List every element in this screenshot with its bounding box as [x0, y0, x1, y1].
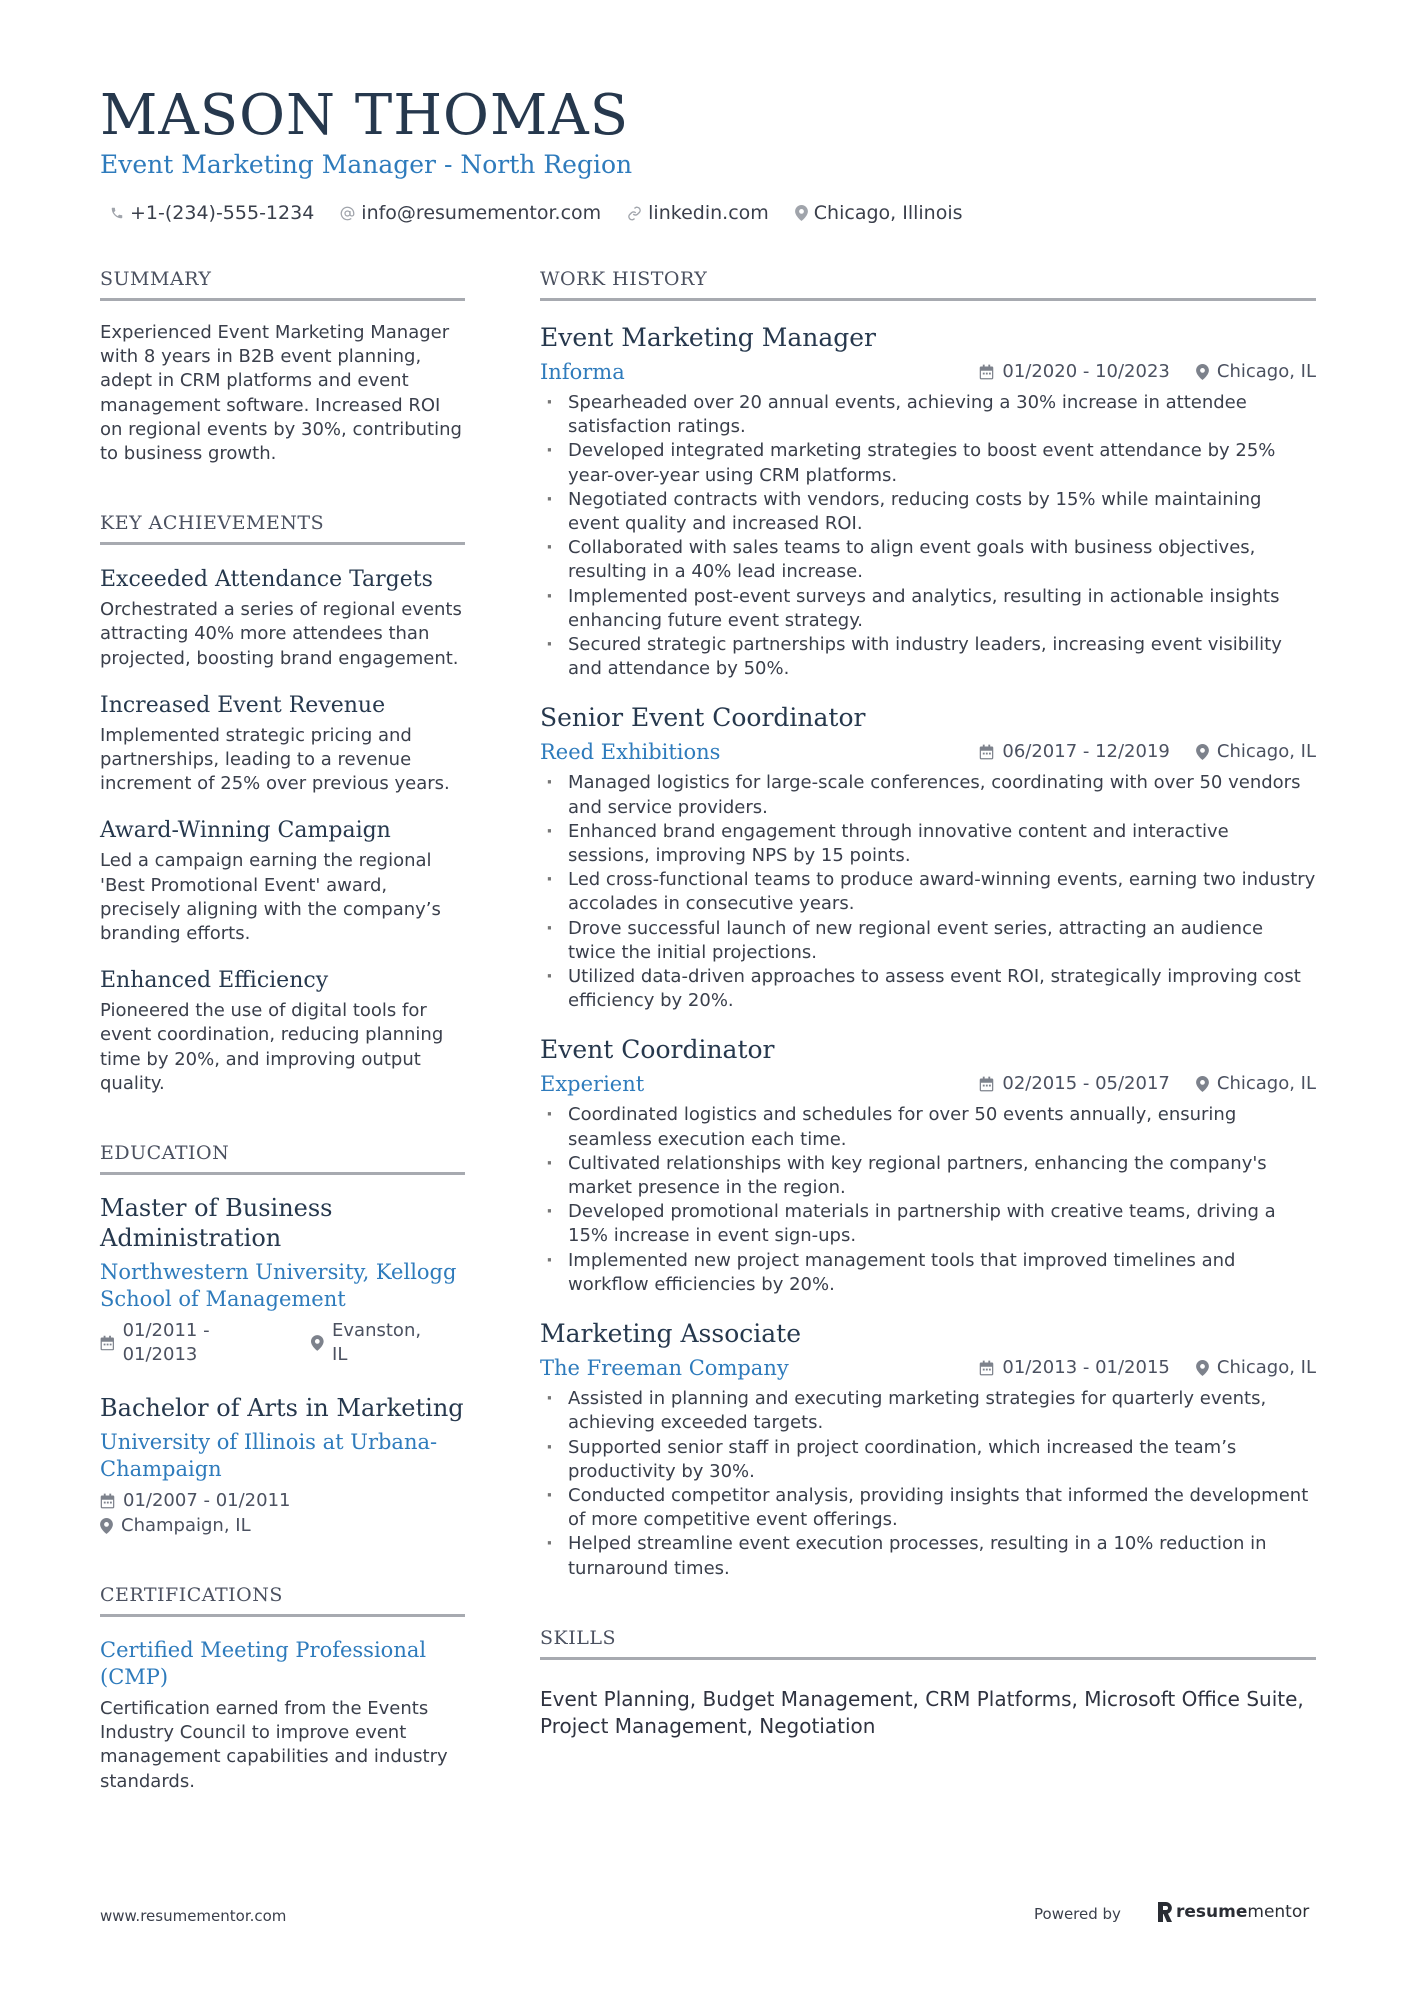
job-bullets	[540, 771, 1316, 1013]
achievement-item	[100, 565, 465, 671]
at-sign-icon	[340, 206, 355, 221]
calendar-icon	[979, 1360, 994, 1376]
achievements-heading: KEY ACHIEVEMENTS	[100, 510, 465, 545]
summary-heading: SUMMARY	[100, 266, 465, 301]
job-bullet: · Coordinated logistics and schedules for over 50 events annually, ensuring seamless execution each time.	[540, 1103, 1316, 1151]
skills-heading: SKILLS	[540, 1625, 1316, 1660]
job-location	[1196, 1356, 1316, 1380]
job-header-row	[540, 737, 1316, 767]
contact-phone[interactable]	[110, 200, 314, 226]
map-pin-icon	[795, 205, 808, 221]
job-title: Event Marketing Manager	[540, 323, 877, 352]
footer-powered-by: Powered by	[1034, 1905, 1121, 1923]
resumementor-logo-icon	[1156, 1902, 1172, 1922]
contact-linkedin-text: linkedin.com	[648, 202, 769, 224]
brand-name-bold: resume	[1176, 1902, 1248, 1922]
map-pin-icon	[1196, 1360, 1209, 1376]
education-dates-text: 01/2007 - 01/2011	[123, 1490, 291, 1512]
contact-email[interactable]	[340, 200, 601, 226]
job-bullet: · Collaborated with sales teams to align event goals with business objectives, resulting in a 40% lead increase.	[540, 536, 1316, 584]
job-location	[1196, 360, 1316, 384]
education-location	[311, 1319, 439, 1367]
certification-desc: Certification earned from the Events Industry Council to improve event management capabilities and industry standards.	[100, 1698, 448, 1792]
job-bullet: · Cultivated relationships with key regional partners, enhancing the company's market presence in the region.	[540, 1152, 1316, 1200]
education-location	[100, 1514, 465, 1538]
job-bullet: · Implemented post-event surveys and analytics, resulting in actionable insights enhancing future event strategy.	[540, 585, 1316, 633]
education-meta	[100, 1319, 465, 1367]
job-meta	[953, 360, 1316, 384]
calendar-icon	[979, 364, 994, 380]
skills-section	[540, 1625, 1316, 1740]
education-section	[100, 1140, 465, 1538]
map-pin-icon	[1196, 1076, 1209, 1092]
calendar-icon	[100, 1335, 115, 1351]
job-title: Marketing Associate	[540, 1319, 801, 1349]
job-bullet: · Implemented new project management tools that improved timelines and workflow efficiencies by 20%.	[540, 1249, 1316, 1297]
job-dates	[979, 1072, 1170, 1096]
job-bullet: · Developed integrated marketing strategies to boost event attendance by 25% year-over-year using CRM platforms.	[540, 439, 1316, 487]
education-dates	[100, 1489, 465, 1513]
job-meta	[953, 1072, 1316, 1096]
job-meta	[953, 740, 1316, 764]
job-bullet: · Negotiated contracts with vendors, reducing costs by 15% while maintaining event quality and increased ROI.	[540, 488, 1316, 536]
achievement-desc: Pioneered the use of digital tools for event coordination, reducing planning time by 20%, and improving output quality.	[100, 1000, 444, 1094]
footer-url[interactable]: www.resumementor.com	[100, 1907, 287, 1925]
job-title: Event Coordinator	[540, 1035, 775, 1065]
achievement-desc: Implemented strategic pricing and partnerships, leading to a revenue increment of 25% over previous years.	[100, 724, 450, 795]
right-column	[540, 266, 1316, 1740]
job-bullet: · Spearheaded over 20 annual events, achieving a 30% increase in attendee satisfaction ratings.	[540, 391, 1316, 439]
job-company: Experient	[540, 1072, 645, 1097]
job-entry	[540, 321, 1316, 681]
job-bullet: · Utilized data-driven approaches to assess event ROI, strategically improving cost efficiency by 20%.	[540, 965, 1316, 1013]
job-dates-text: 02/2015 - 05/2017	[1002, 1073, 1170, 1095]
achievement-item	[100, 816, 465, 946]
job-title: Senior Event Coordinator	[540, 703, 866, 733]
job-bullet: · Helped streamline event execution processes, resulting in a 10% reduction in turnaround times.	[540, 1532, 1316, 1580]
map-pin-icon	[100, 1518, 113, 1534]
job-bullet: · Managed logistics for large-scale conferences, coordinating with over 50 vendors and service providers.	[540, 771, 1316, 819]
link-icon	[627, 206, 642, 221]
contact-location-text: Chicago, Illinois	[813, 202, 963, 224]
map-pin-icon	[1196, 744, 1209, 760]
achievement-desc: Led a campaign earning the regional 'Best Promotional Event' award, precisely aligning with the company’s branding efforts.	[100, 850, 441, 945]
certifications-heading: CERTIFICATIONS	[100, 1582, 465, 1617]
education-location-text: Evanston, IL	[332, 1320, 422, 1366]
job-company: Reed Exhibitions	[540, 740, 721, 765]
contact-bar	[110, 200, 989, 226]
education-dates	[100, 1319, 285, 1367]
map-pin-icon	[1196, 364, 1209, 380]
candidate-headline: Event Marketing Manager - North Region	[100, 150, 633, 179]
work-history-section	[540, 266, 1316, 1581]
job-entry	[540, 701, 1316, 1013]
job-bullet: · Developed promotional materials in partnership with creative teams, driving a 15% increase in event sign-ups.	[540, 1200, 1316, 1248]
achievement-item	[100, 966, 465, 1096]
job-bullets	[540, 391, 1316, 681]
job-dates	[979, 1356, 1170, 1380]
job-bullets	[540, 1103, 1316, 1297]
job-dates	[979, 360, 1170, 384]
job-location	[1196, 1072, 1316, 1096]
job-location-text: Chicago, IL	[1216, 1073, 1316, 1095]
job-location-text: Chicago, IL	[1216, 741, 1316, 763]
education-degree: Bachelor of Arts in Marketing	[100, 1394, 464, 1423]
job-bullet: · Drove successful launch of new regional event series, attracting an audience twice the initial projections.	[540, 917, 1316, 965]
job-dates-text: 06/2017 - 12/2019	[1002, 741, 1170, 763]
job-entry	[540, 1033, 1316, 1297]
job-dates	[979, 740, 1170, 764]
calendar-icon	[979, 1076, 994, 1092]
contact-phone-text: +1-(234)-555-1234	[130, 202, 315, 224]
contact-email-text: info@resumementor.com	[361, 202, 602, 224]
education-dates-item	[100, 1489, 291, 1513]
education-school: University of Illinois at Urbana-Champaign	[100, 1430, 438, 1482]
achievement-title: Increased Event Revenue	[100, 692, 386, 718]
education-dates-text: 01/2011 - 01/2013	[122, 1320, 210, 1366]
education-item	[100, 1193, 465, 1367]
education-school: Northwestern University, Kellogg School of Management	[100, 1260, 457, 1312]
summary-text: Experienced Event Marketing Manager with 8 years in B2B event planning, adept in CRM platforms and event management software. Increased ROI on regional events by 30%, contributing to business growth.	[100, 322, 462, 465]
contact-linkedin[interactable]	[627, 200, 769, 226]
job-entry	[540, 1317, 1316, 1581]
skills-text: Event Planning, Budget Management, CRM Platforms, Microsoft Office Suite, Project Management, Negotiation	[540, 1686, 1304, 1738]
education-item	[100, 1393, 465, 1538]
job-bullet: · Assisted in planning and executing marketing strategies for quarterly events, achieving exceeded targets.	[540, 1387, 1316, 1435]
achievement-title: Exceeded Attendance Targets	[100, 567, 433, 593]
candidate-name: MASON THOMAS	[100, 83, 630, 148]
achievement-title: Enhanced Efficiency	[100, 968, 329, 994]
summary-section	[100, 266, 465, 466]
contact-location	[795, 200, 963, 226]
work-history-heading: WORK HISTORY	[540, 266, 1316, 301]
education-degree: Master of Business Administration	[100, 1194, 333, 1253]
job-header-row	[540, 1353, 1316, 1383]
job-bullet: · Supported senior staff in project coordination, which increased the team’s productivity by 30%.	[540, 1436, 1316, 1484]
certification-title: Certified Meeting Professional (CMP)	[100, 1638, 427, 1690]
job-location-text: Chicago, IL	[1216, 361, 1316, 382]
job-location	[1196, 740, 1316, 764]
achievement-desc: Orchestrated a series of regional events attracting 40% more attendees than projected, boosting brand engagement.	[100, 599, 462, 669]
calendar-icon	[979, 744, 994, 760]
job-dates-text: 01/2020 - 10/2023	[1002, 361, 1170, 382]
brand-name-light: mentor	[1247, 1902, 1310, 1922]
achievement-item	[100, 691, 465, 797]
job-header-row	[540, 357, 1316, 387]
education-location-text: Champaign, IL	[121, 1515, 251, 1537]
job-dates-text: 01/2013 - 01/2015	[1002, 1357, 1170, 1379]
achievement-title: Award-Winning Campaign	[100, 818, 391, 844]
job-bullet: · Enhanced brand engagement through innovative content and interactive sessions, improving NPS by 15 points.	[540, 820, 1316, 868]
education-location-item	[100, 1514, 251, 1538]
phone-icon	[110, 206, 124, 220]
job-bullet: · Secured strategic partnerships with industry leaders, increasing event visibility and attendance by 50%.	[540, 633, 1316, 681]
job-bullets	[540, 1387, 1316, 1581]
job-bullet: · Conducted competitor analysis, providing insights that informed the development of more competitive event offerings.	[540, 1484, 1316, 1532]
calendar-icon	[100, 1493, 115, 1509]
job-company: Informa	[540, 360, 625, 384]
left-column	[100, 266, 465, 1794]
certifications-section	[100, 1582, 465, 1794]
job-bullet: · Led cross-functional teams to produce award-winning events, earning two industry accolades in consecutive years.	[540, 868, 1316, 916]
education-heading: EDUCATION	[100, 1140, 465, 1175]
job-meta	[953, 1356, 1316, 1380]
job-location-text: Chicago, IL	[1216, 1357, 1316, 1379]
map-pin-icon	[311, 1335, 324, 1351]
job-company: The Freeman Company	[540, 1356, 789, 1381]
job-header-row	[540, 1069, 1316, 1099]
achievements-section	[100, 510, 465, 1096]
footer-brand-logo[interactable]	[1156, 1902, 1309, 1922]
